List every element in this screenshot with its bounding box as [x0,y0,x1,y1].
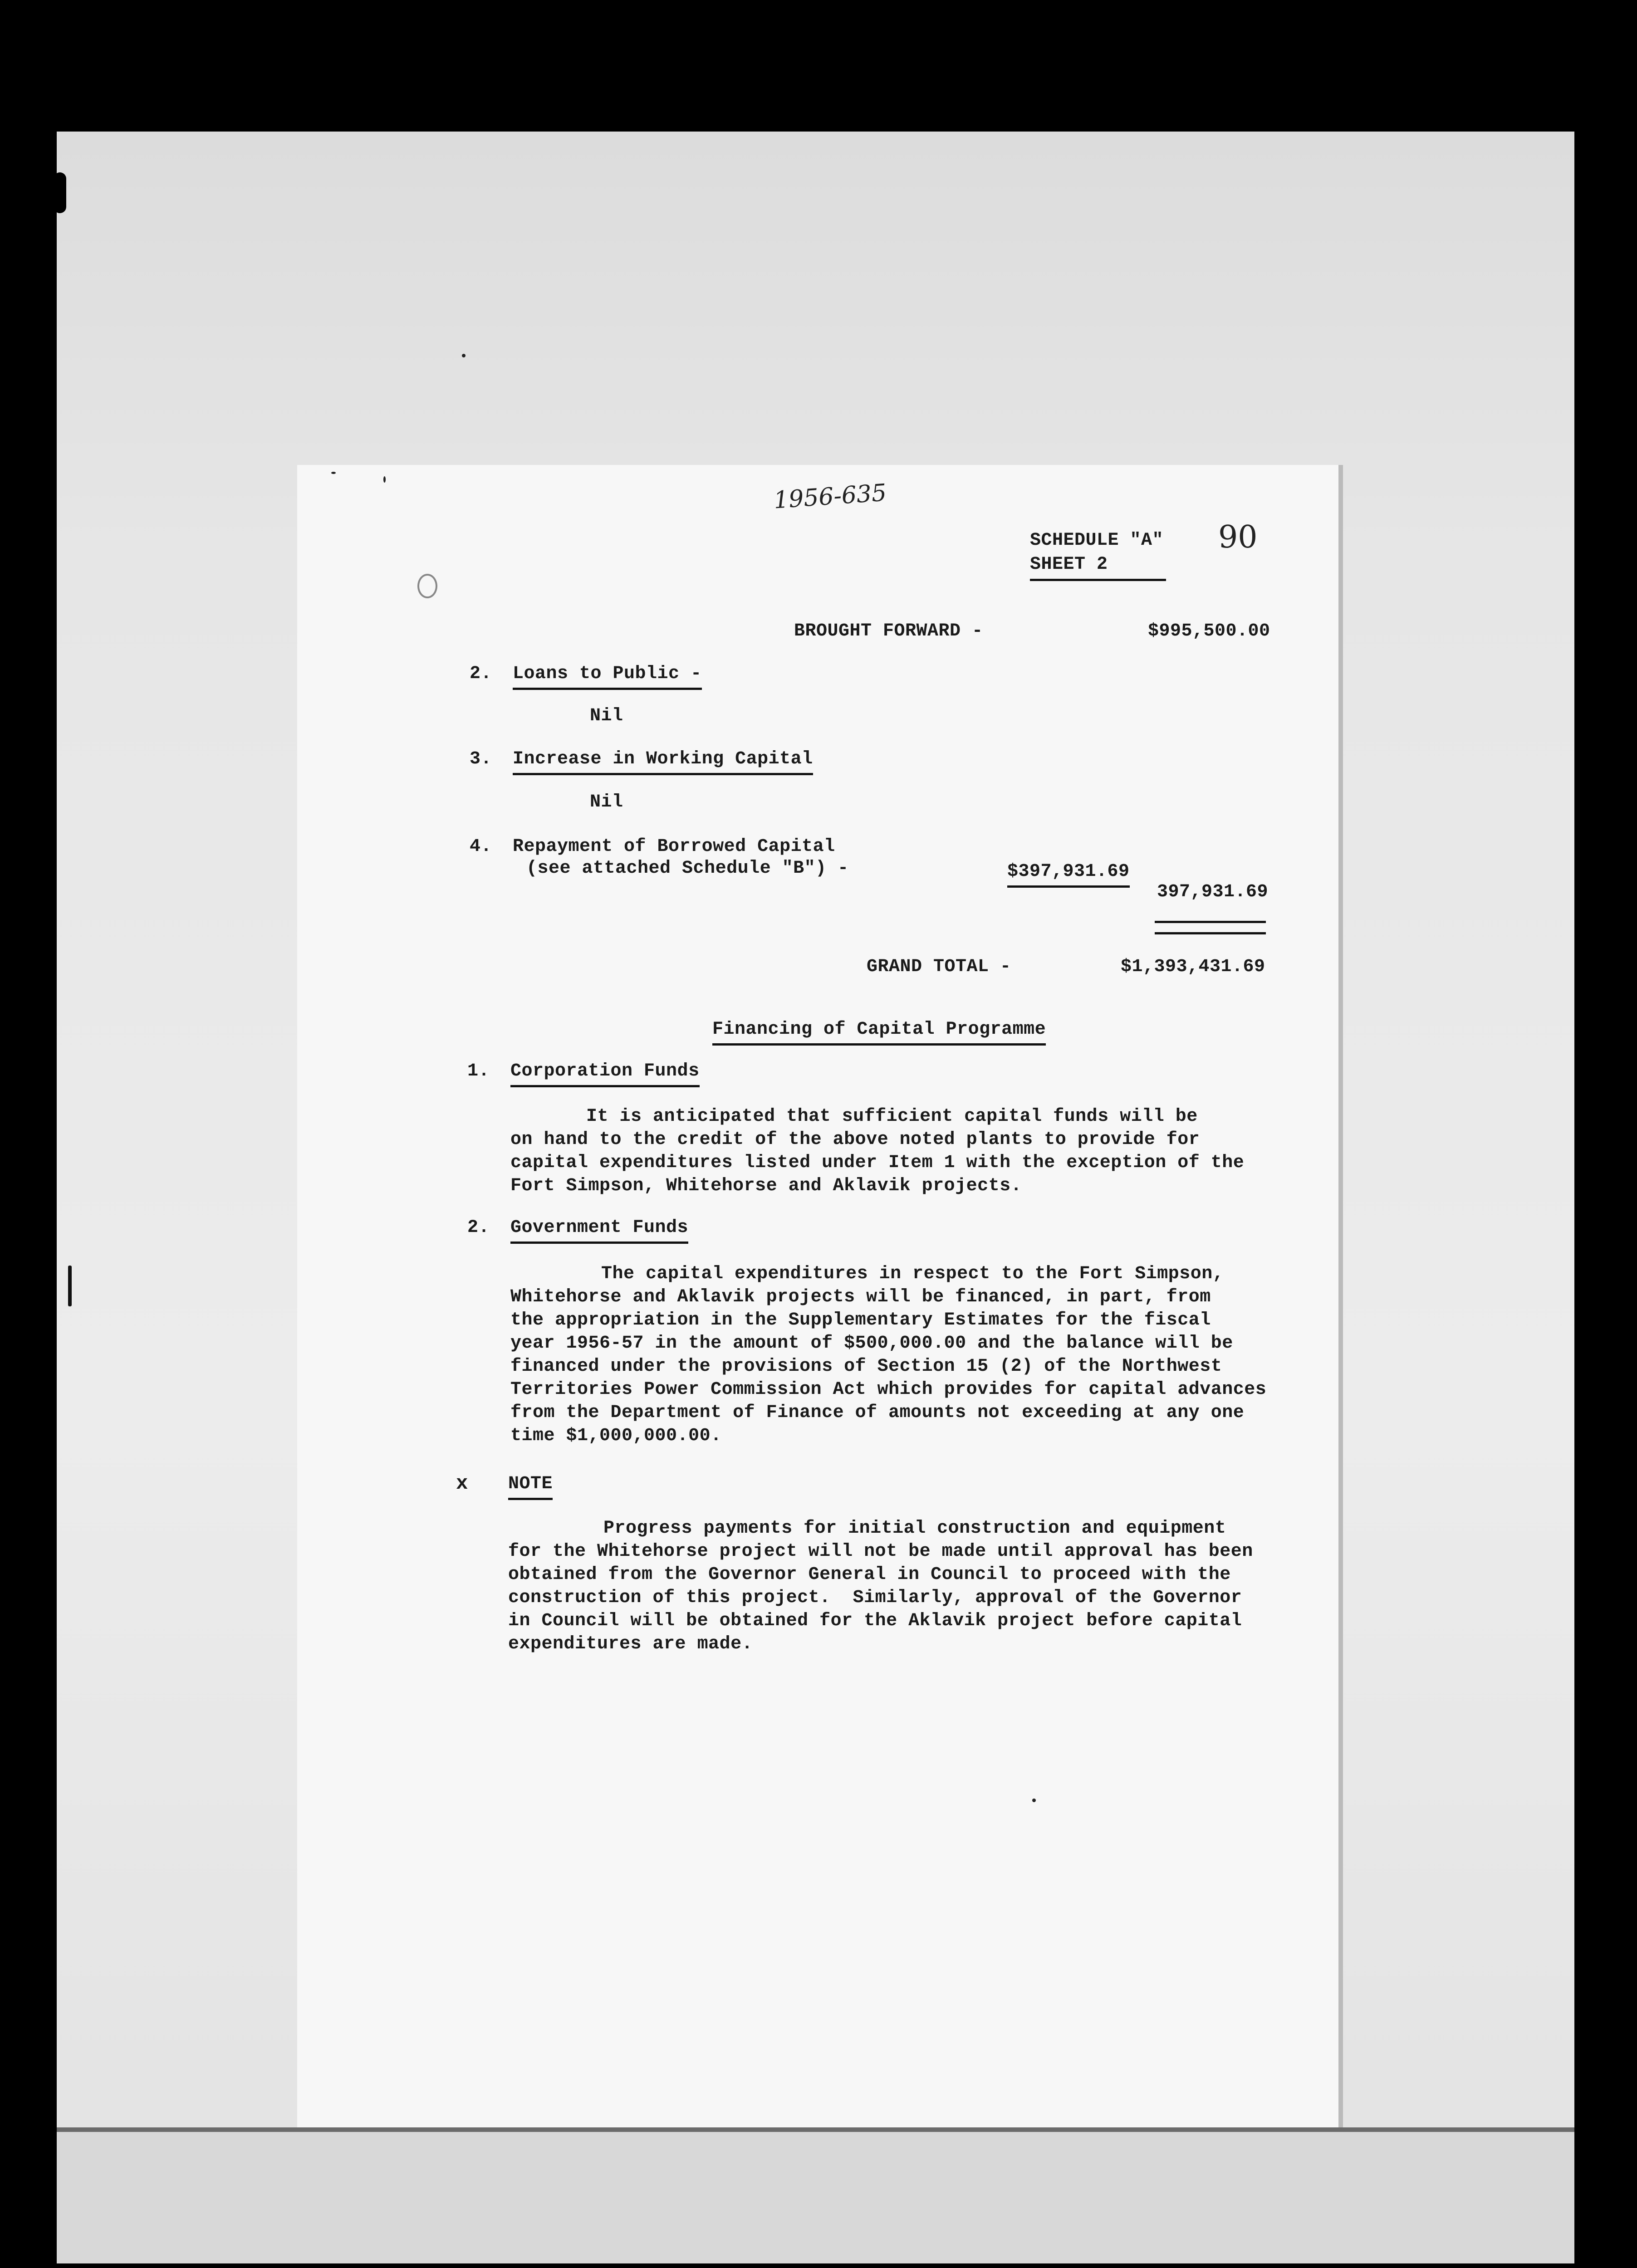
note-line: for the Whitehorse project will not be made until approval has been [508,1541,1253,1562]
sheet-label: SHEET 2 [1030,554,1108,575]
item-number: 4. [470,836,492,857]
item-title-repayment-note: (see attached Schedule "B") - [526,858,849,879]
item-number: 2. [470,664,492,684]
total-double-rule [1155,921,1266,923]
note-title: NOTE [508,1472,553,1500]
header-underline [1030,579,1166,581]
handwritten-page-number: 90 [1218,519,1258,555]
grand-total-label: GRAND TOTAL - [867,957,1011,977]
binding-mark [54,172,66,213]
brought-forward-label: BROUGHT FORWARD - [794,621,983,641]
paragraph-line: from the Department of Finance of amounts not exceeding at any one [510,1403,1245,1423]
section-title-corporation-funds: Corporation Funds [510,1059,700,1087]
repayment-amount: $397,931.69 [1007,860,1130,888]
speck [1032,1799,1036,1802]
note-line: expenditures are made. [508,1634,753,1654]
note-line: in Council will be obtained for the Aklavik project before capital [508,1611,1242,1631]
brought-forward-amount: $995,500.00 [1148,621,1270,641]
paragraph-line: Territories Power Commission Act which provides for capital advances [510,1379,1267,1400]
schedule-label: SCHEDULE "A" [1030,530,1164,551]
item-title-loans: Loans to Public - [513,662,702,690]
financing-heading: Financing of Capital Programme [712,1017,1046,1046]
handwritten-file-number: 1956-635 [773,479,887,514]
binding-mark [68,1266,72,1306]
note-marker: x [456,1472,468,1495]
paragraph-line: on hand to the credit of the above noted plants to provide for [510,1129,1200,1150]
item-value: Nil [590,706,623,726]
note-line: construction of this project. Similarly, approval of the Governor [508,1588,1242,1608]
item-number: 3. [470,749,492,769]
item-value: Nil [590,792,623,812]
paragraph-line: time $1,000,000.00. [510,1426,722,1446]
punch-hole [417,574,437,598]
paragraph-line: year 1956-57 in the amount of $500,000.00 and the balance will be [510,1333,1233,1354]
note-line: obtained from the Governor General in Council to proceed with the [508,1564,1231,1585]
section-number: 1. [467,1061,490,1081]
speck [462,354,466,357]
paragraph-line: Whitehorse and Aklavik projects will be financed, in part, from [510,1287,1211,1307]
section-title-government-funds: Government Funds [510,1216,688,1244]
paragraph-line: capital expenditures listed under Item 1 with the exception of the [510,1153,1245,1173]
paragraph-line: It is anticipated that sufficient capital funds will be [586,1106,1198,1127]
note-line: Progress payments for initial construction and equipment [603,1518,1226,1539]
paragraph-line: Fort Simpson, Whitehorse and Aklavik projects. [510,1176,1022,1196]
section-number: 2. [467,1217,490,1238]
paragraph-line: the appropriation in the Supplementary Estimates for the fiscal [510,1310,1211,1330]
paragraph-line: The capital expenditures in respect to the Fort Simpson, [601,1264,1224,1284]
total-double-rule [1155,932,1266,934]
grand-total-amount: $1,393,431.69 [1121,957,1265,977]
speck [383,476,386,483]
scanner-backdrop-lower [57,2127,1574,2263]
repayment-carried-amount: 397,931.69 [1157,882,1269,902]
speck [331,472,336,474]
item-title-working-capital: Increase in Working Capital [513,747,813,775]
document-sheet [297,465,1338,2127]
paragraph-line: financed under the provisions of Section 15 (2) of the Northwest [510,1356,1222,1377]
item-title-repayment: Repayment of Borrowed Capital [513,836,835,857]
